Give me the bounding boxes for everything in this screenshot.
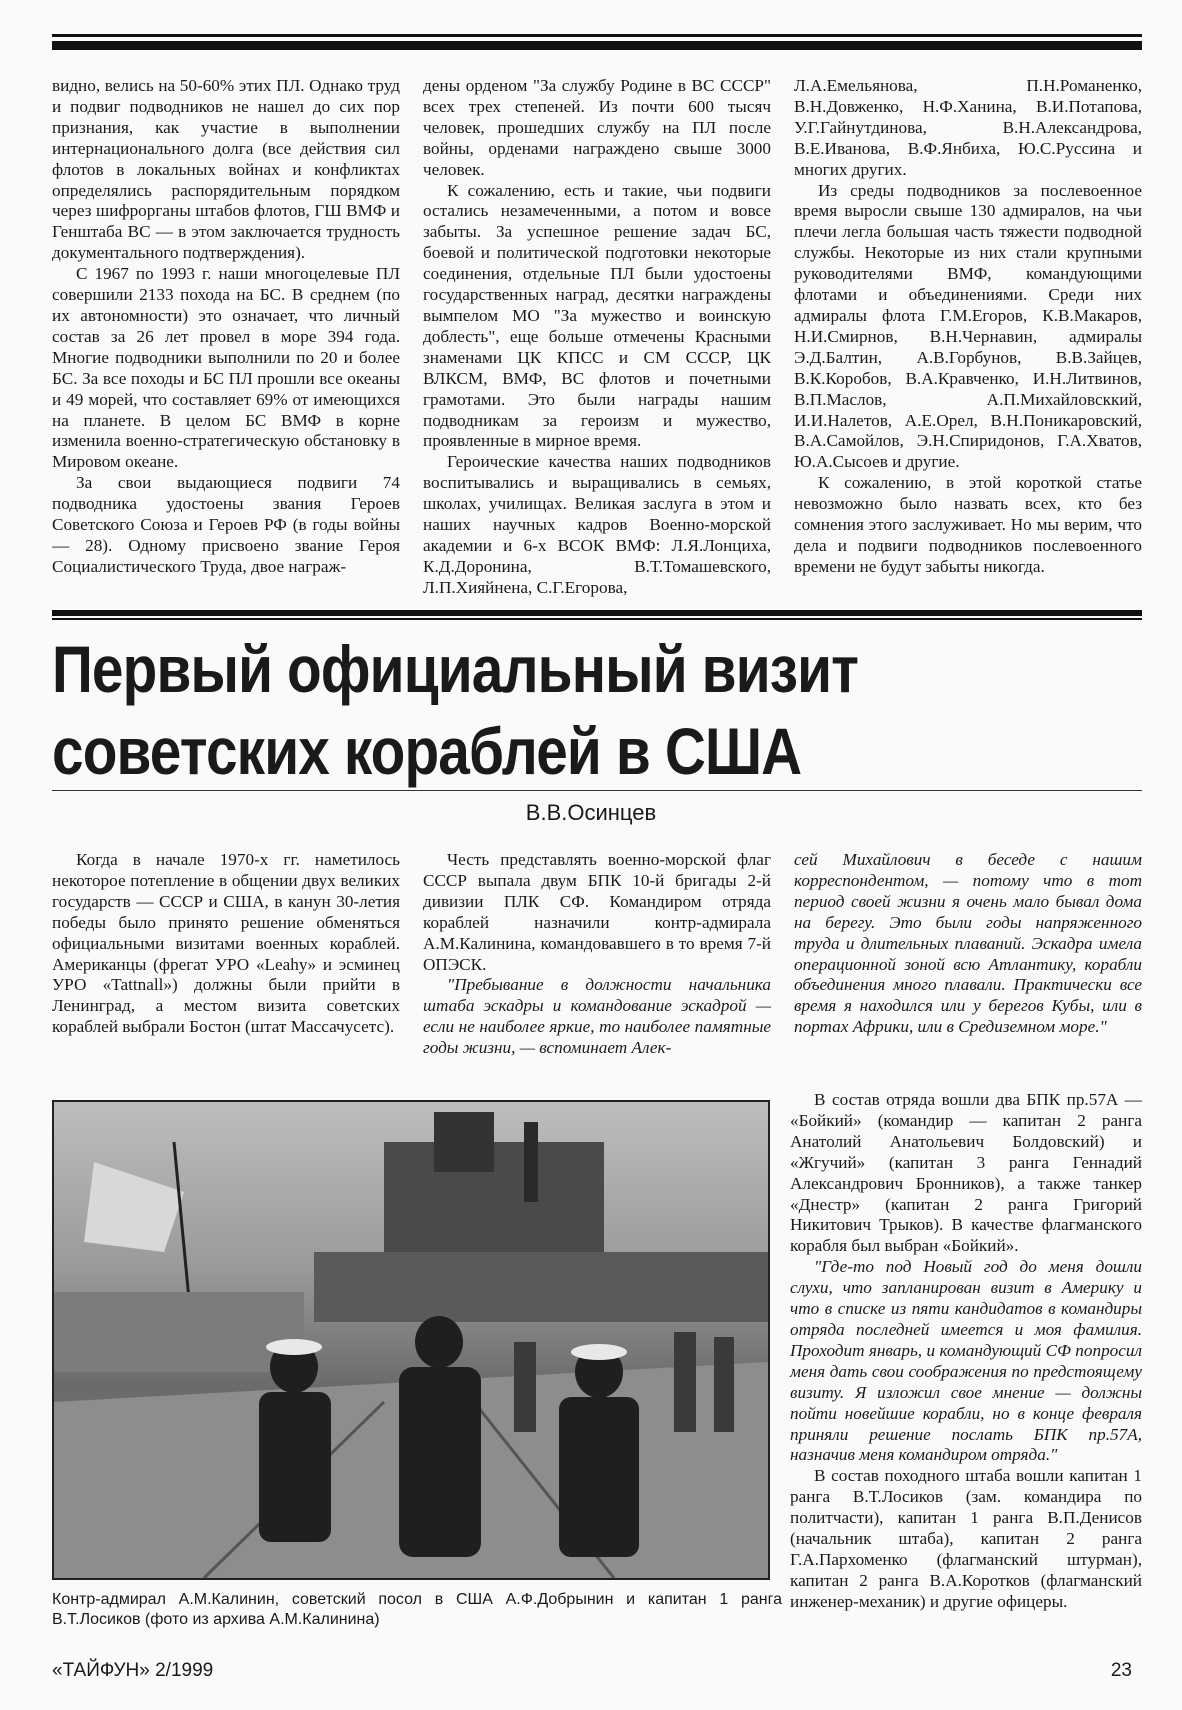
paragraph: К сожалению, есть и такие, чьи подвиги остались незамеченными, а потом и вовсе забыты. За успешное решение задач БС, боевой и политической подготовки некоторые соединения, отдельные ПЛ были удостоены государственных наград, десятки награждены вымпелом МО "За мужество и воинскую доблесть", еще больше отмечены Красными знаменами ЦК КПСС и СМ СССР, ЦК ВЛКСМ, ВМФ, ВС флотов и почетными грамотами. Это были награды нашим подводникам за героизм и мужество, проявленные в мирное время. <box>423 180 771 451</box>
paragraph: Честь представлять военно-морской флаг СССР выпала двум БПК 10-й бригады 2-й дивизии ПЛК СФ. Командиром отряда кораблей назначили контр-адмирала А.М.Калинина, командовавшего в то время 7-й ОПЭСК. <box>423 850 771 974</box>
quote-paragraph: сей Михайлович в беседе с нашим корреспондентом, — потому что в тот период своей жизни я очень мало бывал дома на берегу. Это были годы напряженного труда и длительных плаваний. Эскадра имела операционной зоной всю Атлантику, корабли объединения много плавали. Практически все время я находился или у берегов Кубы, или в портах Африки, или в Средиземном море." <box>794 850 1142 1037</box>
photo-caption: Контр-адмирал А.М.Калинин, советский посол в США А.Ф.Добрынин и капитан 1 ранга В.Т.Лосиков (фото из архива А.М.Калинина) <box>52 1591 782 1628</box>
top-column-1 <box>52 76 400 596</box>
paragraph: С 1967 по 1993 г. наши многоцелевые ПЛ совершили 2133 похода на БС. В среднем (по их автономности) это означает, что личный состав за 26 лет провел в море 394 года. Многие подводники выполнили по 20 и более БС. За все походы и БС ПЛ прошли все океаны и 49 морей, что составляет 69% от имеющихся на планете. В целом БС ВМФ в корне изменила военно-стратегическую обстановку в Мировом океане. <box>52 264 400 472</box>
paragraph: В состав походного штаба вошли капитан 1 ранга В.Т.Лосиков (зам. командира по политчасти), капитан 1 ранга В.П.Денисов (начальник штаба), капитан 2 ранга Г.А.Пархоменко (флагманский штурман), капитан 2 ранга В.А.Коротков (флагманский инженер-механик) и другие офицеры. <box>790 1466 1142 1611</box>
archive-photo <box>52 1100 770 1580</box>
paragraph: Героические качества наших подводников воспитывались и выращивались в семьях, школах, училищах. Великая заслуга в этом и наших научных кадров Военно-морской академии и 6-х ВСОК ВМФ: Л.Я.Лонциха, К.Д.Доронина, В.Т.Томашевского, Л.П.Хияйнена, С.Г.Егорова, <box>423 452 771 597</box>
paragraph: За свои выдающиеся подвиги 74 подводника удостоены звания Героев Советского Союза и Героев РФ (в годы войны — 28). Одному присвоено звание Героя Социалистического Труда, двое награж- <box>52 473 400 576</box>
paragraph: Л.А.Емельянова, П.Н.Романенко, В.Н.Довженко, Н.Ф.Ханина, В.И.Потапова, У.Г.Гайнутдинова, В.Н.Александрова, В.Е.Иванова, В.Ф.Янбиха, Ю.С.Руссина и многих других. <box>794 76 1142 179</box>
top-article-columns <box>52 76 1142 596</box>
section-divider-rule <box>52 610 1142 620</box>
quote-paragraph: "Где-то под Новый год до меня дошли слухи, что запланирован визит в Америку и что в списке из пяти кандидатов в командиры отряда последней имеется и моя фамилия. Проходит январь, и командующий СФ попросил меня дать свои соображения по предстоящему визиту. Я изложил свое мнение — должны пойти новейшие корабли, но в конце февраля приняли решение послать БПК пр.57А, назначив меня командиром отряда." <box>790 1257 1142 1465</box>
article-columns <box>52 850 1142 1090</box>
top-column-2 <box>423 76 771 596</box>
headline-underline <box>52 790 1142 791</box>
paragraph: Когда в начале 1970-х гг. наметилось некоторое потепление в общении двух великих государств — СССР и США, в канун 30-летия победы было принято решение обменяться официальными визитами военных кораблей. Американцы (фрегат УРО «Leahy» и эсминец УРО «Tattnall») должны были прийти в Ленинград, а местом визита советских кораблей выбрали Бостон (штат Массачусетс). <box>52 850 400 1037</box>
article-author: В.В.Осинцев <box>525 800 657 825</box>
headline-line-1: Первый официальный визит <box>52 632 859 706</box>
article-column-3-continued <box>790 1090 1142 1613</box>
top-column-3 <box>794 76 1142 596</box>
paragraph: В состав отряда вошли два БПК пр.57А — «Бойкий» (командир — капитан 2 ранга Анатолий Анатольевич Болдовский) и «Жгучий» (капитан 3 ранга Геннадий Александрович Бронников), а также танкер «Днестр» (капитан 2 ранга Григорий Никитович Трыков). В качестве флагманского корабля был выбран «Бойкий». <box>790 1090 1142 1256</box>
paragraph: видно, велись на 50-60% этих ПЛ. Однако труд и подвиг подводников не нашел до сих пор признания, как участие в выполнении интернационального долга (все действия сил флотов в локальных войнах и конфликтах определялись распорядительным порядком через шифрорганы штабов флотов, ГШ ВМФ и Генштаба ВС — в этом заключается трудность документального подтверждения). <box>52 76 400 263</box>
magazine-issue: «ТАЙФУН» 2/1999 <box>52 1660 214 1681</box>
top-double-rule <box>52 34 1142 52</box>
paragraph: К сожалению, в этой короткой статье невозможно было назвать всех, кто без сомнения этого заслуживает. Но мы верим, что дела и подвиги подводников послевоенного времени не будут забыты никогда. <box>794 473 1142 576</box>
article-column-2 <box>423 850 771 1090</box>
page-number: 23 <box>1110 1660 1132 1681</box>
article-headline <box>52 628 989 792</box>
quote-paragraph: "Пребывание в должности начальника штаба эскадры и командование эскадрой — если не наиболее яркие, то наиболее памятные годы жизни, — вспоминает Алек- <box>423 975 771 1058</box>
article-column-1 <box>52 850 400 1090</box>
photo-illustration <box>54 1102 768 1578</box>
article-column-3 <box>794 850 1142 1090</box>
paragraph: дены орденом "За службу Родине в ВС СССР" всех трех степеней. Из почти 600 тысяч человек, прошедших службу на ПЛ после войны, орденами награждено свыше 3000 человек. <box>423 76 771 179</box>
headline-line-2: советских кораблей в США <box>52 714 802 788</box>
paragraph: Из среды подводников за послевоенное время выросли свыше 130 адмиралов, на чьи плечи легла большая часть тяжести подводной службы. Некоторые из них стали крупными руководителями ВМФ, командующими флотами и объединениями. Среди них адмиралы флота Г.М.Егоров, К.В.Макаров, Н.И.Смирнов, В.Н.Чернавин, адмиралы Э.Д.Балтин, А.В.Горбунов, В.В.Зайцев, В.К.Коробов, В.А.Кравченко, И.Н.Литвинов, В.П.Маслов, А.П.Михайловсккий, И.И.Налетов, А.Е.Орел, В.Н.Поникаровский, В.А.Самойлов, Э.Н.Спиридонов, Г.А.Хватов, Ю.А.Сысоев и другие. <box>794 180 1142 472</box>
